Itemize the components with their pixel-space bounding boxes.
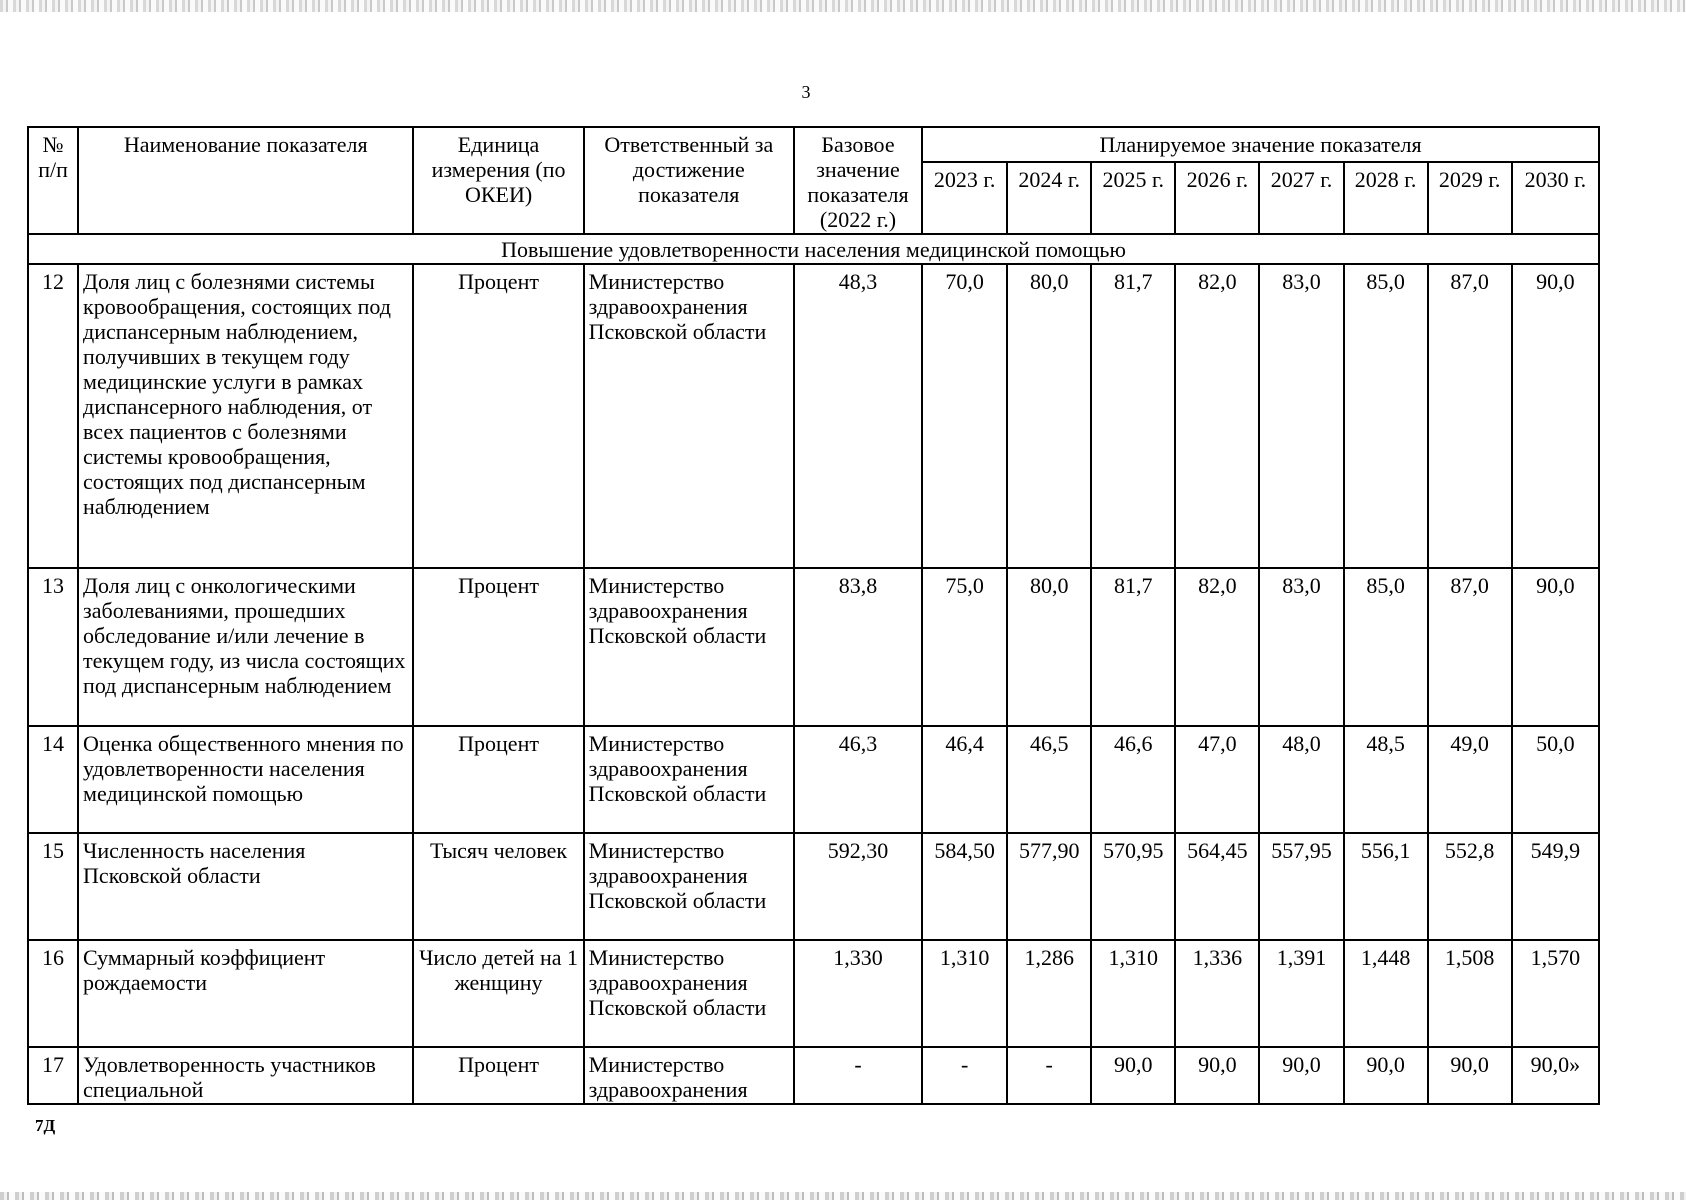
row-value: 549,9 bbox=[1512, 833, 1599, 940]
row-responsible: Министерство здравоохранения Псковской области bbox=[584, 726, 794, 833]
row-value: 46,6 bbox=[1091, 726, 1175, 833]
row-value: 564,45 bbox=[1175, 833, 1259, 940]
row-value: 80,0 bbox=[1007, 264, 1091, 568]
row-base: 592,30 bbox=[794, 833, 922, 940]
page-number: 3 bbox=[801, 82, 811, 102]
header-year: 2026 г. bbox=[1175, 162, 1259, 234]
scan-edge-bottom bbox=[0, 1192, 1686, 1200]
row-responsible: Министерство здравоохранения Псковской области bbox=[584, 568, 794, 726]
row-value: 82,0 bbox=[1175, 568, 1259, 726]
header-year: 2027 г. bbox=[1259, 162, 1343, 234]
row-value: 81,7 bbox=[1091, 264, 1175, 568]
header-year: 2028 г. bbox=[1344, 162, 1428, 234]
row-name: Оценка общественного мнения по удовлетворенности населения медицинской помощью bbox=[78, 726, 413, 833]
row-base: 48,3 bbox=[794, 264, 922, 568]
row-unit: Процент bbox=[413, 1047, 583, 1104]
header-num: № п/п bbox=[28, 127, 78, 234]
row-value: - bbox=[922, 1047, 1007, 1104]
row-unit: Тысяч человек bbox=[413, 833, 583, 940]
row-value: 1,286 bbox=[1007, 940, 1091, 1047]
row-value: 90,0 bbox=[1344, 1047, 1428, 1104]
row-value: 80,0 bbox=[1007, 568, 1091, 726]
row-unit: Процент bbox=[413, 264, 583, 568]
row-value: 90,0 bbox=[1512, 568, 1599, 726]
row-value: 556,1 bbox=[1344, 833, 1428, 940]
row-num: 12 bbox=[28, 264, 78, 568]
row-value: - bbox=[1007, 1047, 1091, 1104]
row-name: Численность населения Псковской области bbox=[78, 833, 413, 940]
row-value: 1,391 bbox=[1259, 940, 1343, 1047]
row-value: 81,7 bbox=[1091, 568, 1175, 726]
row-value: 46,5 bbox=[1007, 726, 1091, 833]
row-responsible: Министерство здравоохранения bbox=[584, 1047, 794, 1104]
row-name: Доля лиц с болезнями системы кровообращения, состоящих под диспансерным наблюдением, получивших в текущем году медицинские услуги в рамках диспансерного наблюдения, от всех пациентов с болезнями системы кровообращения, состоящих под диспансерным наблюдением bbox=[78, 264, 413, 568]
row-value: 557,95 bbox=[1259, 833, 1343, 940]
row-num: 14 bbox=[28, 726, 78, 833]
row-value: 75,0 bbox=[922, 568, 1007, 726]
row-value: 1,310 bbox=[1091, 940, 1175, 1047]
header-planned: Планируемое значение показателя bbox=[922, 127, 1599, 162]
row-value: 47,0 bbox=[1175, 726, 1259, 833]
row-value: 70,0 bbox=[922, 264, 1007, 568]
row-base: 1,330 bbox=[794, 940, 922, 1047]
header-year: 2024 г. bbox=[1007, 162, 1091, 234]
row-num: 15 bbox=[28, 833, 78, 940]
section-title: Повышение удовлетворенности населения медицинской помощью bbox=[28, 234, 1599, 264]
row-value: 48,0 bbox=[1259, 726, 1343, 833]
row-value: 85,0 bbox=[1344, 568, 1428, 726]
row-value: 90,0 bbox=[1512, 264, 1599, 568]
indicators-table bbox=[27, 126, 1600, 1105]
row-name: Доля лиц с онкологическими заболеваниями, прошедших обследование и/или лечение в текущем году, из числа состоящих под диспансерным наблюдением bbox=[78, 568, 413, 726]
row-unit: Число детей на 1 женщину bbox=[413, 940, 583, 1047]
row-value: 1,310 bbox=[922, 940, 1007, 1047]
row-responsible: Министерство здравоохранения Псковской области bbox=[584, 264, 794, 568]
row-value: 48,5 bbox=[1344, 726, 1428, 833]
row-value: 49,0 bbox=[1428, 726, 1512, 833]
row-value: 87,0 bbox=[1428, 264, 1512, 568]
header-base: Базовое значение показателя (2022 г.) bbox=[794, 127, 922, 234]
row-value: 90,0 bbox=[1428, 1047, 1512, 1104]
row-value: 570,95 bbox=[1091, 833, 1175, 940]
table-row bbox=[28, 264, 1599, 568]
row-value: 584,50 bbox=[922, 833, 1007, 940]
table-header bbox=[28, 127, 1599, 234]
header-year: 2029 г. bbox=[1428, 162, 1512, 234]
row-value: 85,0 bbox=[1344, 264, 1428, 568]
row-value: 82,0 bbox=[1175, 264, 1259, 568]
header-year: 2023 г. bbox=[922, 162, 1007, 234]
row-base: 46,3 bbox=[794, 726, 922, 833]
row-unit: Процент bbox=[413, 726, 583, 833]
row-value: 1,570 bbox=[1512, 940, 1599, 1047]
row-num: 13 bbox=[28, 568, 78, 726]
header-name: Наименование показателя bbox=[78, 127, 413, 234]
row-value: 1,336 bbox=[1175, 940, 1259, 1047]
table-row bbox=[28, 726, 1599, 833]
row-value: 83,0 bbox=[1259, 568, 1343, 726]
row-value: 90,0 bbox=[1091, 1047, 1175, 1104]
row-base: - bbox=[794, 1047, 922, 1104]
table-row bbox=[28, 1047, 1599, 1104]
row-value: 90,0» bbox=[1512, 1047, 1599, 1104]
row-name: Удовлетворенность участников специальной bbox=[78, 1047, 413, 1104]
row-value: 577,90 bbox=[1007, 833, 1091, 940]
row-value: 1,448 bbox=[1344, 940, 1428, 1047]
header-year: 2030 г. bbox=[1512, 162, 1599, 234]
row-value: 46,4 bbox=[922, 726, 1007, 833]
row-base: 83,8 bbox=[794, 568, 922, 726]
row-responsible: Министерство здравоохранения Псковской области bbox=[584, 833, 794, 940]
footer-code: 7Д bbox=[35, 1116, 56, 1135]
row-value: 90,0 bbox=[1175, 1047, 1259, 1104]
row-name: Суммарный коэффициент рождаемости bbox=[78, 940, 413, 1047]
table-row bbox=[28, 940, 1599, 1047]
row-num: 17 bbox=[28, 1047, 78, 1104]
table-row bbox=[28, 833, 1599, 940]
row-value: 83,0 bbox=[1259, 264, 1343, 568]
row-value: 50,0 bbox=[1512, 726, 1599, 833]
header-responsible: Ответственный за достижение показателя bbox=[584, 127, 794, 234]
table-row bbox=[28, 568, 1599, 726]
row-value: 552,8 bbox=[1428, 833, 1512, 940]
row-responsible: Министерство здравоохранения Псковской области bbox=[584, 940, 794, 1047]
header-unit: Единица измерения (по ОКЕИ) bbox=[413, 127, 583, 234]
row-value: 87,0 bbox=[1428, 568, 1512, 726]
section-row bbox=[28, 234, 1599, 264]
header-year: 2025 г. bbox=[1091, 162, 1175, 234]
row-value: 90,0 bbox=[1259, 1047, 1343, 1104]
row-num: 16 bbox=[28, 940, 78, 1047]
row-value: 1,508 bbox=[1428, 940, 1512, 1047]
scan-edge-top bbox=[0, 0, 1686, 12]
row-unit: Процент bbox=[413, 568, 583, 726]
